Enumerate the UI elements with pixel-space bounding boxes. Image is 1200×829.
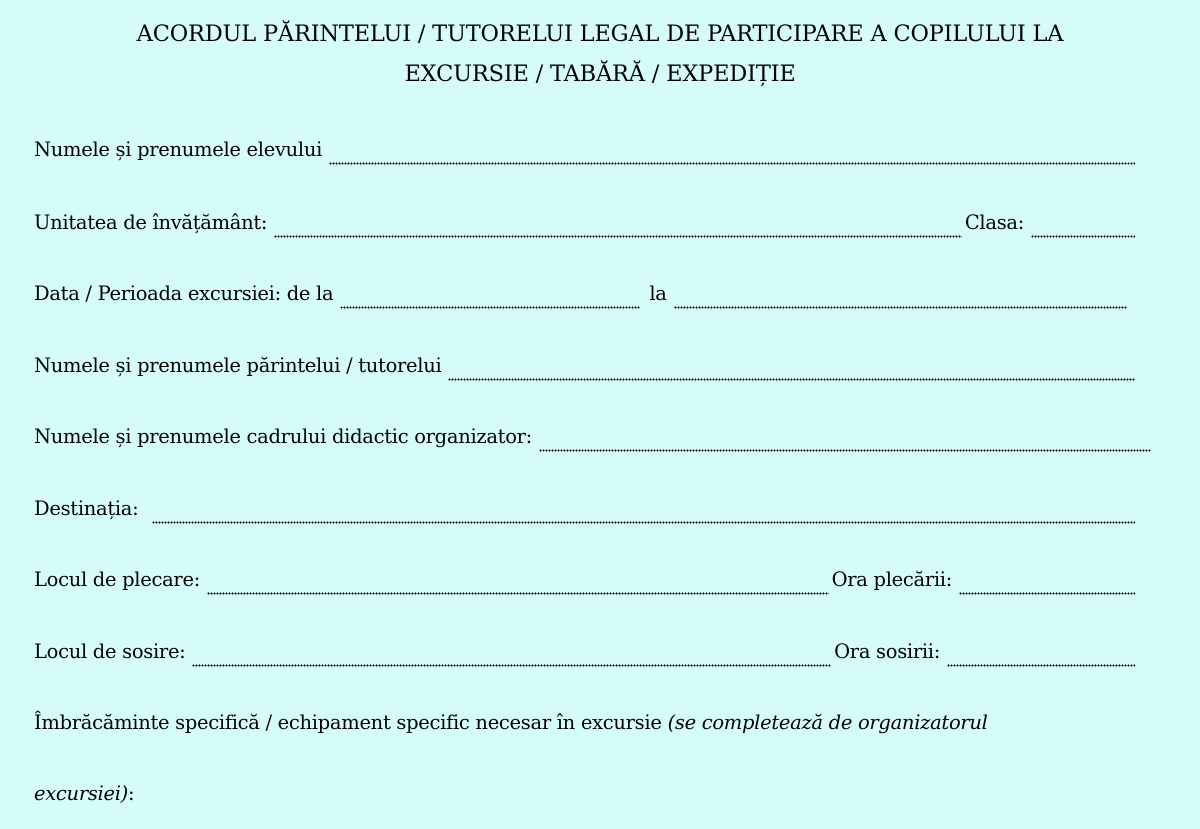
equipment-note-line-1: (se completează de organizatorul — [667, 711, 988, 734]
student-name-row — [34, 138, 1138, 174]
student-name-field[interactable] — [329, 162, 1135, 165]
period-row — [34, 282, 1130, 318]
parent-name-field[interactable] — [448, 378, 1135, 381]
period-to-label: la — [649, 282, 667, 305]
equipment-note-row — [34, 782, 434, 818]
arrival-time-label: Ora sosirii: — [834, 640, 940, 663]
period-from-field[interactable] — [340, 306, 640, 309]
arrival-row — [34, 640, 1138, 676]
equipment-note-line-2: excursiei) — [34, 782, 128, 805]
class-label: Clasa: — [964, 211, 1024, 234]
period-to-field[interactable] — [674, 306, 1127, 309]
period-from-label: Data / Perioada excursiei: de la — [34, 282, 334, 305]
arrival-time-field[interactable] — [947, 664, 1135, 667]
school-row — [34, 211, 1138, 247]
departure-row — [34, 568, 1138, 604]
teacher-name-label: Numele și prenumele cadrului didactic organizator: — [34, 425, 532, 448]
form-title — [0, 14, 1200, 94]
destination-field[interactable] — [152, 521, 1135, 524]
school-field[interactable] — [274, 235, 962, 238]
class-field[interactable] — [1031, 235, 1135, 238]
destination-row — [34, 497, 1138, 533]
school-label: Unitatea de învățământ: — [34, 211, 268, 234]
teacher-name-field[interactable] — [539, 449, 1151, 452]
departure-time-field[interactable] — [959, 592, 1135, 595]
arrival-place-label: Locul de sosire: — [34, 640, 186, 663]
departure-place-label: Locul de plecare: — [34, 568, 200, 591]
destination-label: Destinația: — [34, 497, 139, 520]
parent-name-label: Numele și prenumele părintelui / tutorelui — [34, 354, 442, 377]
arrival-place-field[interactable] — [192, 664, 831, 667]
equipment-colon: : — [127, 782, 135, 805]
departure-time-label: Ora plecării: — [831, 568, 952, 591]
form-title-line-1: ACORDUL PĂRINTELUI / TUTORELUI LEGAL DE PARTICIPARE A COPILULUI LA — [136, 21, 1064, 47]
teacher-name-row — [34, 425, 1154, 461]
parent-name-row — [34, 354, 1138, 390]
departure-place-field[interactable] — [207, 592, 829, 595]
form-title-line-2: EXCURSIE / TABĂRĂ / EXPEDIȚIE — [404, 61, 796, 87]
equipment-label: Îmbrăcăminte specifică / echipament specific necesar în excursie — [34, 711, 662, 734]
equipment-row — [34, 711, 1164, 747]
student-name-label: Numele și prenumele elevului — [34, 138, 323, 161]
